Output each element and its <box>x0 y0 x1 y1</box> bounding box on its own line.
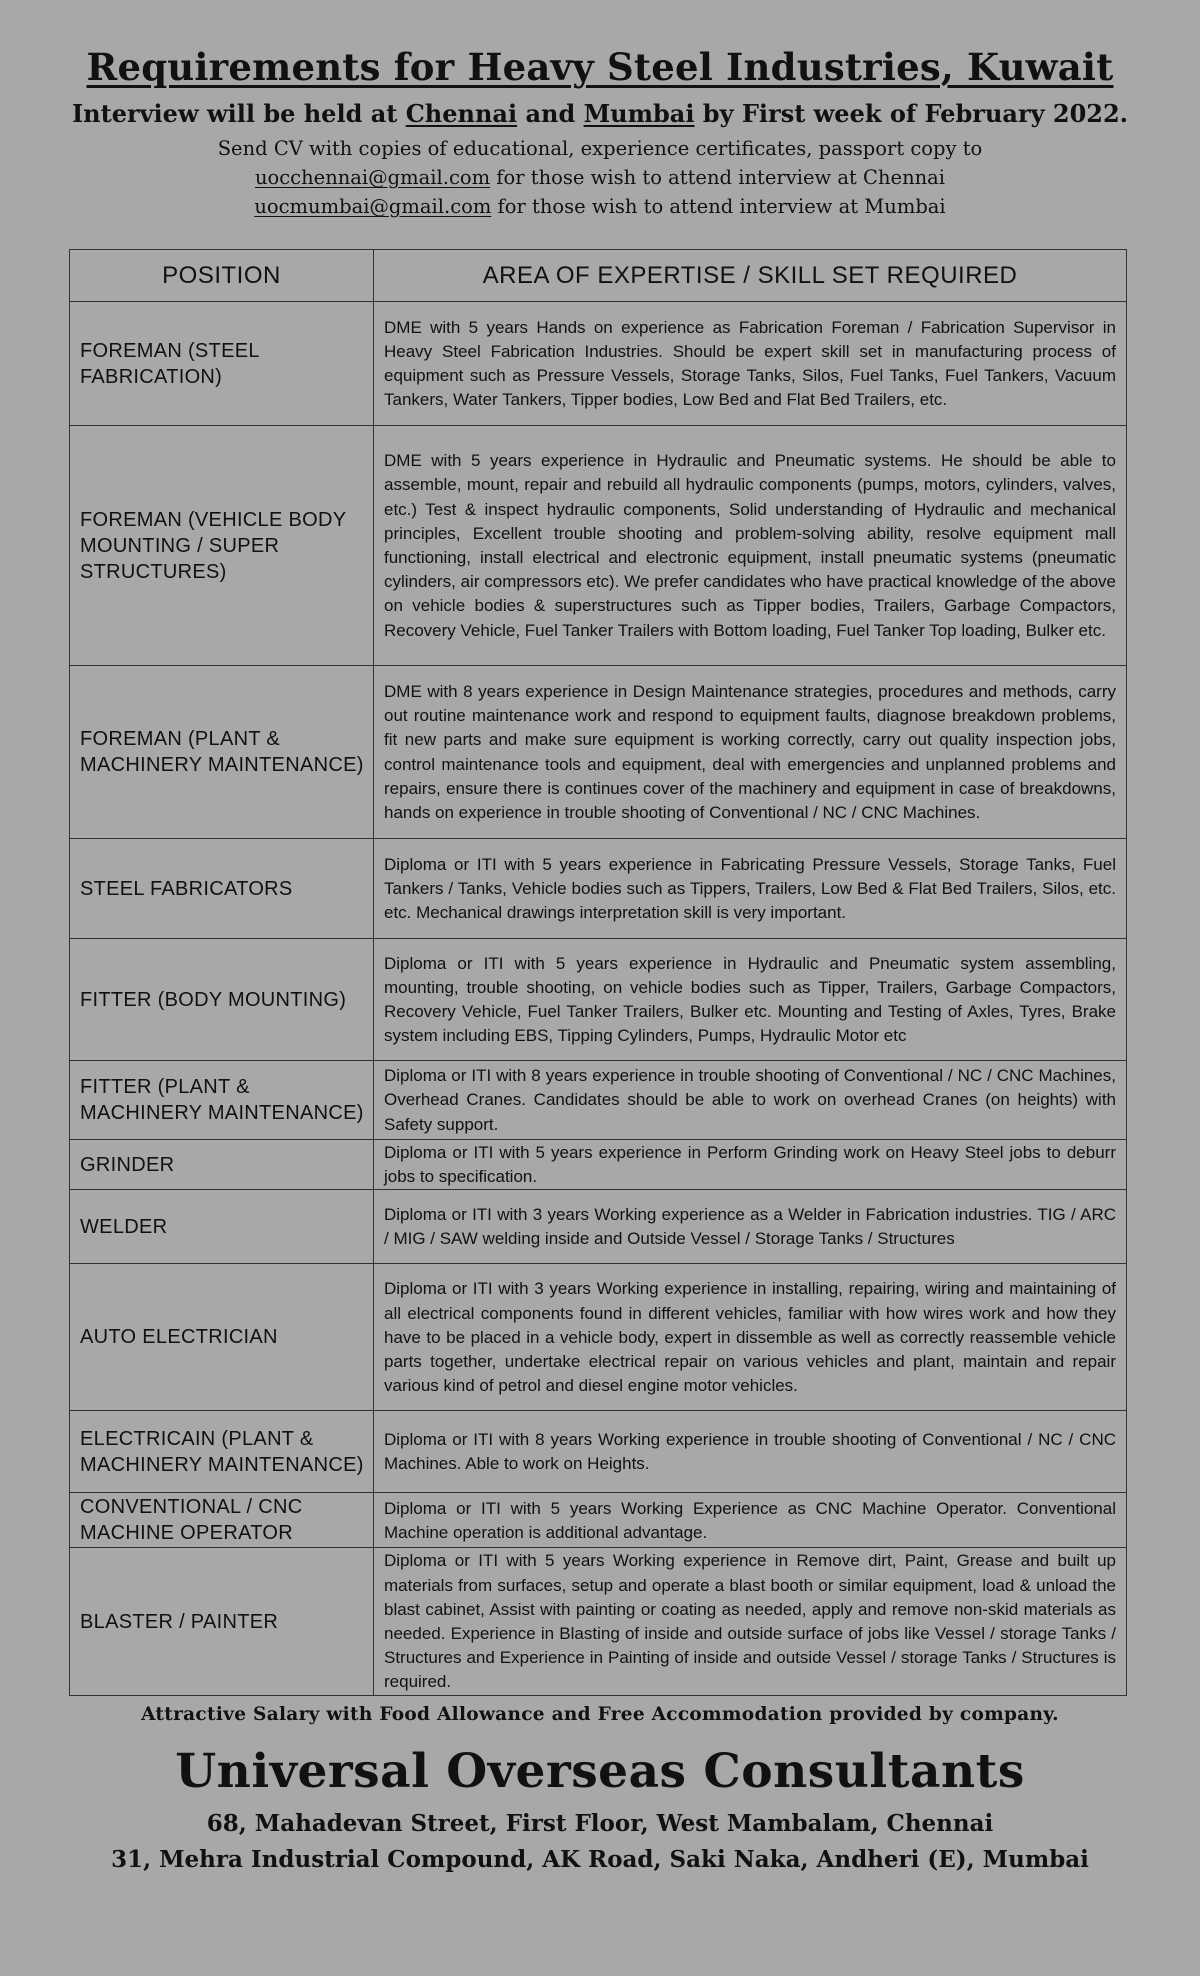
table-row <box>70 1264 1127 1411</box>
header-skills: AREA OF EXPERTISE / SKILL SET REQUIRED <box>374 250 1127 302</box>
company-name: Universal Overseas Consultants <box>175 1744 1025 1799</box>
skills-cell: Diploma or ITI with 5 years Working Experience as CNC Machine Operator. Conventional Machine operation is additional advantage. <box>374 1493 1127 1548</box>
table-row <box>70 839 1127 939</box>
skills-cell: DME with 5 years experience in Hydraulic and Pneumatic systems. He should be able to assemble, mount, repair and rebuild all hydraulic components (pumps, motors, cylinders, valves, etc.) Test & inspect hydraulic components, Solid understanding of Hydraulic and mechanical principles, Excellent trouble shooting and problem-solving ability, resolve equipment mall functioning, install electrical and electronic equipment, install pneumatic systems (pneumatic cylinders, air compressors etc). We prefer candidates who have practical knowledge of the above on vehicle bodies & superstructures such as Tipper bodies, Trailers, Garbage Compactors, Recovery Vehicle, Fuel Tanker Trailers with Bottom loading, Fuel Tanker Top loading, Bulker etc. <box>374 426 1127 666</box>
email-chennai-link[interactable]: uocchennai@gmail.com <box>254 166 491 189</box>
page-header <box>0 0 1200 221</box>
email-mumbai-text: for those wish to attend interview at Mumbai <box>491 195 946 218</box>
table-row <box>70 1548 1127 1695</box>
skills-cell: Diploma or ITI with 5 years experience in Fabricating Pressure Vessels, Storage Tanks, Fuel Tankers / Tanks, Vehicle bodies such as Tippers, Trailers, Low Bed & Flat Bed Trailers, Silos, etc. etc. Mechanical drawings interpretation skill is very important. <box>374 839 1127 939</box>
table-row <box>70 939 1127 1061</box>
requirements-table <box>69 249 1127 1696</box>
position-cell: WELDER <box>70 1190 374 1264</box>
skills-cell: Diploma or ITI with 8 years experience in trouble shooting of Conventional / NC / CNC Machines, Overhead Cranes. Candidates should be able to work on overhead Cranes (on heights) with Safety support. <box>374 1061 1127 1140</box>
header-position: POSITION <box>70 250 374 302</box>
page-title: Requirements for Heavy Steel Industries, Kuwait <box>86 45 1114 89</box>
interview-suffix: by First week of February 2022. <box>694 99 1129 128</box>
skills-cell: Diploma or ITI with 5 years experience in Hydraulic and Pneumatic system assembling, mounting, trouble shooting, on vehicle bodies such as Tipper, Trailers, Garbage Compactors, Recovery Vehicle, Fuel Tanker Trailers, Bulker etc. Mounting and Testing of Axles, Tyres, Brake system including EBS, Tipping Cylinders, Pumps, Hydraulic Motor etc <box>374 939 1127 1061</box>
email-mumbai-link[interactable]: uocmumbai@gmail.com <box>254 195 492 218</box>
address-mumbai: 31, Mehra Industrial Compound, AK Road, Saki Naka, Andheri (E), Mumbai <box>111 1846 1089 1873</box>
position-cell: FITTER (BODY MOUNTING) <box>70 939 374 1061</box>
send-cv-text: Send CV with copies of educational, experience certificates, passport copy to <box>217 137 983 160</box>
table-row <box>70 1411 1127 1493</box>
email-chennai-text: for those wish to attend interview at Chennai <box>490 166 946 189</box>
city-mumbai: Mumbai <box>583 99 695 128</box>
table-row <box>70 1493 1127 1548</box>
position-cell: STEEL FABRICATORS <box>70 839 374 939</box>
and-text: and <box>517 99 584 128</box>
table-header-row <box>70 250 1127 302</box>
table-row <box>70 1061 1127 1140</box>
table-row <box>70 302 1127 426</box>
mumbai-email-line <box>0 192 1200 221</box>
position-cell: CONVENTIONAL / CNC MACHINE OPERATOR <box>70 1493 374 1548</box>
interview-prefix: Interview will be held at <box>71 99 406 128</box>
position-cell: GRINDER <box>70 1140 374 1190</box>
position-cell: FITTER (PLANT & MACHINERY MAINTENANCE) <box>70 1061 374 1140</box>
skills-cell: Diploma or ITI with 3 years Working experience as a Welder in Fabrication industries. TIG / ARC / MIG / SAW welding inside and Outside Vessel / Storage Tanks / Structures <box>374 1190 1127 1264</box>
city-chennai: Chennai <box>405 99 518 128</box>
skills-cell: Diploma or ITI with 5 years Working experience in Remove dirt, Paint, Grease and built up materials from surfaces, setup and operate a blast booth or similar equipment, load & unload the blast cabinet, Assist with painting or coating as needed, apply and remove non-skid materials as needed. Experience in Blasting of inside and outside surface of jobs like Vessel / storage Tanks / Structures and Experience in Painting of inside and outside Vessel / storage Tanks / Structures is required. <box>374 1548 1127 1695</box>
position-cell: FOREMAN (VEHICLE BODY MOUNTING / SUPER STRUCTURES) <box>70 426 374 666</box>
interview-info <box>0 94 1200 134</box>
skills-cell: Diploma or ITI with 8 years Working experience in trouble shooting of Conventional / NC / CNC Machines. Able to work on Heights. <box>374 1411 1127 1493</box>
table-row <box>70 426 1127 666</box>
table-row <box>70 1190 1127 1264</box>
table-row <box>70 666 1127 839</box>
salary-note: Attractive Salary with Food Allowance and Free Accommodation provided by company. <box>141 1704 1059 1725</box>
position-cell: BLASTER / PAINTER <box>70 1548 374 1695</box>
skills-cell: Diploma or ITI with 5 years experience in Perform Grinding work on Heavy Steel jobs to deburr jobs to specification. <box>374 1140 1127 1190</box>
skills-cell: DME with 8 years experience in Design Maintenance strategies, procedures and methods, carry out routine maintenance work and respond to equipment faults, diagnose breakdown problems, fit new parts and make sure equipment is working correctly, carry out quality inspection jobs, control maintenance tools and equipment, deal with emergencies and unplanned problems and repairs, ensure there is continues cover of the machinery and equipment in case of breakdowns, hands on experience in trouble shooting of Conventional / NC / CNC Machines. <box>374 666 1127 839</box>
address-chennai: 68, Mahadevan Street, First Floor, West Mambalam, Chennai <box>206 1810 994 1837</box>
position-cell: ELECTRICAIN (PLANT & MACHINERY MAINTENANCE) <box>70 1411 374 1493</box>
table-row <box>70 1140 1127 1190</box>
skills-cell: Diploma or ITI with 3 years Working experience in installing, repairing, wiring and maintaining of all electrical components found in different vehicles, familiar with how wires work and how they have to be placed in a vehicle body, expert in dissemble as well as correctly reassemble vehicle parts together, undertake electrical repair on various vehicles and plant, maintain and repair various kind of petrol and diesel engine motor vehicles. <box>374 1264 1127 1411</box>
skills-cell: DME with 5 years Hands on experience as Fabrication Foreman / Fabrication Supervisor in Heavy Steel Fabrication Industries. Should be expert skill set in manufacturing process of equipment such as Pressure Vessels, Storage Tanks, Silos, Fuel Tanks, Fuel Tankers, Vacuum Tankers, Water Tankers, Tipper bodies, Low Bed and Flat Bed Trailers, etc. <box>374 302 1127 426</box>
chennai-email-line <box>0 163 1200 192</box>
requirements-table-wrapper <box>69 249 1126 1696</box>
position-cell: FOREMAN (STEEL FABRICATION) <box>70 302 374 426</box>
position-cell: AUTO ELECTRICIAN <box>70 1264 374 1411</box>
position-cell: FOREMAN (PLANT & MACHINERY MAINTENANCE) <box>70 666 374 839</box>
